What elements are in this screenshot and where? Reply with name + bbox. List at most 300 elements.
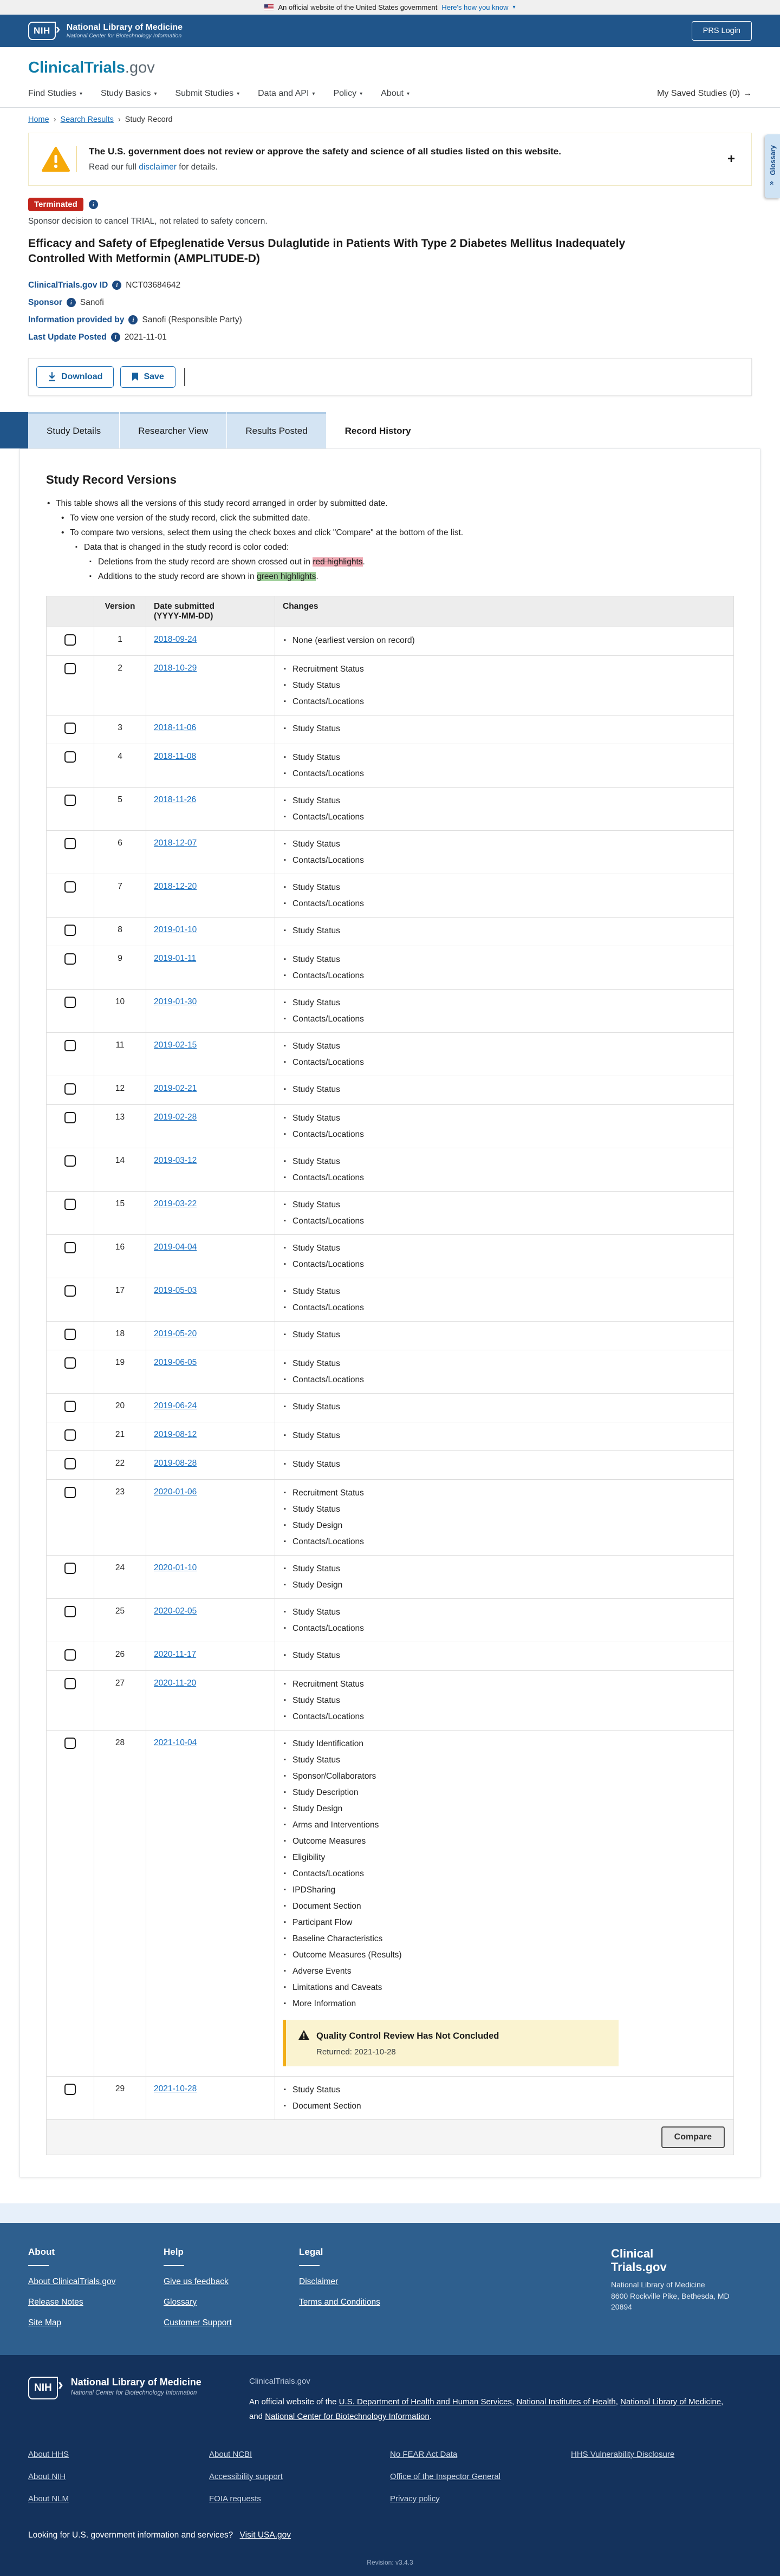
agency-link-about-nih[interactable]: About NIH: [28, 2471, 66, 2481]
version-checkbox[interactable]: [64, 795, 76, 806]
table-row: [47, 655, 734, 715]
footer-link-customer-support[interactable]: Customer Support: [164, 2318, 232, 2327]
agency-link-about-ncbi[interactable]: About NCBI: [209, 2449, 252, 2459]
saved-studies-link[interactable]: My Saved Studies (0) →: [657, 89, 752, 98]
change-item: ▪ Study Status: [283, 721, 726, 736]
info-icon[interactable]: i: [67, 298, 76, 307]
changes-cell: [275, 830, 734, 874]
date-link[interactable]: 2019-02-21: [154, 1083, 197, 1093]
official-link-national-center-for-biotechnology-inform[interactable]: National Center for Biotechnology Information: [265, 2411, 430, 2421]
footer-link-release-notes[interactable]: Release Notes: [28, 2297, 83, 2307]
agency-footer-column: [390, 2450, 571, 2516]
changes-cell: [275, 1350, 734, 1393]
footer-column-heading: Legal: [299, 2246, 323, 2257]
agency-link-about-nlm[interactable]: About NLM: [28, 2494, 69, 2503]
change-item: ▪ Study Status: [283, 750, 726, 765]
bookmark-icon: [132, 372, 139, 381]
date-cell: [146, 1350, 275, 1393]
tab-results-posted[interactable]: Results Posted: [227, 412, 326, 448]
checkbox-cell: [47, 1148, 94, 1191]
date-cell: [146, 787, 275, 830]
date-cell: [146, 1642, 275, 1670]
version-checkbox[interactable]: [64, 1458, 76, 1469]
change-item: ▪ Limitations and Caveats: [283, 1980, 726, 1995]
version-checkbox[interactable]: [64, 953, 76, 965]
version-number-cell: 7: [94, 874, 146, 917]
checkbox-cell: [47, 1479, 94, 1555]
changes-list: [283, 1457, 726, 1472]
download-button[interactable]: Download: [36, 366, 114, 388]
nav-item-find-studies[interactable]: [28, 89, 82, 99]
date-link[interactable]: 2019-01-10: [154, 925, 197, 934]
official-site-text: An official website of the United States government: [278, 3, 438, 11]
date-link[interactable]: 2019-05-03: [154, 1285, 197, 1295]
nih-logo-icon: NIH ›: [28, 22, 56, 40]
table-row: [47, 1642, 734, 1670]
version-number-cell: 19: [94, 1350, 146, 1393]
changes-cell: [275, 1670, 734, 1730]
date-link[interactable]: 2019-01-30: [154, 997, 197, 1006]
version-checkbox[interactable]: [64, 1040, 76, 1051]
changes-list: [283, 1328, 726, 1342]
change-item: ▪ Study Status: [283, 793, 726, 808]
footer-link-site-map[interactable]: Site Map: [28, 2318, 62, 2327]
nih-nlm-footer-logo[interactable]: NIH › National Library of Medicine National Center for Biotechnology Information: [28, 2377, 234, 2424]
changes-cell: [275, 1032, 734, 1076]
version-number-cell: 8: [94, 917, 146, 946]
footer-link-glossary[interactable]: Glossary: [164, 2297, 197, 2307]
changes-cell: [275, 1479, 734, 1555]
date-cell: [146, 1598, 275, 1642]
version-checkbox[interactable]: [64, 1401, 76, 1412]
date-link[interactable]: 2020-02-05: [154, 1606, 197, 1616]
arrow-right-icon: →: [743, 89, 752, 98]
ncbi-subtitle: National Center for Biotechnology Information: [66, 32, 182, 39]
record-tabs: [0, 412, 780, 448]
red-highlight-sample: red highlights: [313, 557, 363, 567]
change-item: ▪ Contacts/Locations: [283, 1214, 726, 1228]
checkbox-cell: [47, 1076, 94, 1104]
date-cell: [146, 1104, 275, 1148]
footer-address-line: 8600 Rockville Pike, Bethesda, MD: [611, 2291, 730, 2300]
version-number-cell: 9: [94, 946, 146, 989]
date-cell: [146, 1148, 275, 1191]
version-number-cell: 21: [94, 1422, 146, 1450]
checkbox-cell: [47, 1730, 94, 2076]
table-row: [47, 1730, 734, 2076]
change-item: ▪ Study Status: [283, 678, 726, 693]
nav-item-study-basics[interactable]: [101, 89, 157, 99]
meta-label: ClinicalTrials.gov ID: [28, 280, 108, 290]
date-link[interactable]: 2020-11-17: [154, 1649, 197, 1659]
changes-cell: [275, 627, 734, 655]
intro-bullet-deletions: ▪ Deletions from the study record are shown crossed out in red highlights.: [88, 557, 734, 567]
footer-column-help: [164, 2247, 299, 2328]
date-link[interactable]: 2019-08-28: [154, 1458, 197, 1468]
changes-list: [283, 1039, 726, 1070]
version-checkbox[interactable]: [64, 751, 76, 763]
version-column-header: Version: [94, 596, 146, 627]
version-number-cell: 1: [94, 627, 146, 655]
info-icon[interactable]: i: [112, 281, 121, 290]
date-cell: [146, 1234, 275, 1278]
footer-link-about-clinicaltrials-gov[interactable]: About ClinicalTrials.gov: [28, 2276, 116, 2286]
tab-record-history[interactable]: Record History: [327, 412, 430, 448]
table-row: [47, 946, 734, 989]
agency-footer-column: [209, 2450, 390, 2516]
version-checkbox[interactable]: [64, 663, 76, 674]
changes-cell: [275, 1642, 734, 1670]
date-link[interactable]: 2018-11-06: [154, 723, 197, 732]
change-item: ▪ Contacts/Locations: [283, 810, 726, 824]
date-cell: [146, 946, 275, 989]
change-item: ▪ Contacts/Locations: [283, 1621, 726, 1636]
change-item: ▪ Contacts/Locations: [283, 968, 726, 983]
changes-cell: [275, 1104, 734, 1148]
change-item: ▪ Study Identification: [283, 1736, 726, 1751]
change-item: ▪ Contacts/Locations: [283, 896, 726, 911]
change-item: ▪ Study Status: [283, 1111, 726, 1126]
changes-cell: [275, 2076, 734, 2119]
date-link[interactable]: 2019-05-20: [154, 1329, 197, 1338]
checkbox-cell: [47, 917, 94, 946]
warning-triangle-icon: [41, 146, 71, 172]
table-row: [47, 2076, 734, 2119]
gov-banner: [0, 0, 780, 15]
change-item: ▪ Study Status: [283, 1562, 726, 1576]
changes-cell: [275, 989, 734, 1032]
agency-link-hhs-vulnerability-disclosure[interactable]: HHS Vulnerability Disclosure: [571, 2449, 675, 2459]
footer-column-heading: About: [28, 2246, 55, 2257]
agency-link-privacy-policy[interactable]: Privacy policy: [390, 2494, 440, 2503]
info-icon[interactable]: i: [89, 200, 98, 209]
date-link[interactable]: 2021-10-04: [154, 1738, 197, 1747]
study-title: Efficacy and Safety of Efpeglenatide Versus Dulaglutide in Patients With Type 2 Diabetes Mellitus Inadequately Controlled With Metformin (AMPLITUDE-D): [28, 237, 626, 265]
date-link[interactable]: 2019-01-11: [154, 953, 197, 963]
changes-list: [283, 1198, 726, 1228]
date-link[interactable]: 2019-02-15: [154, 1040, 197, 1050]
version-checkbox[interactable]: [64, 1155, 76, 1167]
agency-link-about-hhs[interactable]: About HHS: [28, 2449, 69, 2459]
intro-bullet: ▪ Data that is changed in the study record is color coded:: [74, 543, 734, 552]
change-item: ▪ Study Status: [283, 952, 726, 967]
table-row: [47, 830, 734, 874]
versions-heading: Study Record Versions: [46, 472, 177, 486]
date-cell: [146, 715, 275, 744]
change-item: ▪ Contacts/Locations: [283, 1372, 726, 1387]
date-cell: [146, 1278, 275, 1321]
checkbox-cell: [47, 1393, 94, 1422]
table-row: [47, 1076, 734, 1104]
agency-link-accessibility-support[interactable]: Accessibility support: [209, 2471, 283, 2481]
nav-item-label: Study Basics: [100, 89, 151, 98]
change-item: ▪ Document Section: [283, 1899, 726, 1914]
changes-cell: [275, 946, 734, 989]
change-item: ▪ Contacts/Locations: [283, 766, 726, 781]
changes-list: [283, 1605, 726, 1636]
version-checkbox[interactable]: [64, 1199, 76, 1210]
changes-cell: [275, 1234, 734, 1278]
change-item: ▪ Contacts/Locations: [283, 853, 726, 868]
footer-link-give-us-feedback[interactable]: Give us feedback: [164, 2276, 229, 2286]
date-link[interactable]: 2020-01-06: [154, 1487, 197, 1497]
government-warning-banner: [28, 133, 752, 186]
compare-row: [46, 2120, 734, 2155]
versions-table: [46, 596, 734, 2120]
change-item: ▪ Study Status: [283, 1605, 726, 1619]
official-link-national-library-of-medicine[interactable]: National Library of Medicine: [620, 2397, 722, 2406]
version-checkbox[interactable]: [64, 1678, 76, 1689]
version-number-cell: 15: [94, 1191, 146, 1234]
study-meta-row: [28, 311, 752, 329]
change-item: ▪ Contacts/Locations: [283, 1170, 726, 1185]
change-item: ▪ Contacts/Locations: [283, 1866, 726, 1881]
nih-nlm-logo[interactable]: [28, 22, 183, 40]
changes-list: [283, 1241, 726, 1272]
change-item: ▪ Recruitment Status: [283, 1486, 726, 1500]
agency-footer: [0, 2355, 780, 2576]
intro-bullet: • To compare two versions, select them using the check boxes and click "Compare" at the bottom of the list.: [60, 528, 734, 538]
version-number-cell: 10: [94, 989, 146, 1032]
version-checkbox[interactable]: [64, 1112, 76, 1123]
nih-logo-icon: NIH ›: [28, 2377, 58, 2399]
change-item: ▪ Study Status: [283, 837, 726, 851]
date-cell: [146, 1321, 275, 1350]
breadcrumb-link-search-results[interactable]: Search Results: [60, 115, 114, 124]
version-checkbox[interactable]: [64, 634, 76, 646]
version-checkbox[interactable]: [64, 1487, 76, 1498]
version-number-cell: 27: [94, 1670, 146, 1730]
date-link[interactable]: 2019-03-12: [154, 1155, 197, 1165]
date-link[interactable]: 2020-11-20: [154, 1678, 197, 1688]
main-nav: [28, 89, 410, 99]
table-row: [47, 1393, 734, 1422]
date-link[interactable]: 2019-06-24: [154, 1401, 197, 1410]
changes-list: [283, 1428, 726, 1443]
date-link[interactable]: 2019-04-04: [154, 1242, 197, 1252]
checkbox-cell: [47, 1191, 94, 1234]
version-checkbox[interactable]: [64, 881, 76, 893]
date-link[interactable]: 2021-10-28: [154, 2084, 197, 2093]
date-link[interactable]: 2018-09-24: [154, 634, 197, 644]
changes-list: [283, 952, 726, 983]
intro-bullet: • This table shows all the versions of this study record arranged in order by submitted date.: [46, 499, 734, 509]
checkbox-cell: [47, 1321, 94, 1350]
change-item: ▪ Contacts/Locations: [283, 1055, 726, 1070]
date-link[interactable]: 2018-11-08: [154, 751, 197, 761]
checkbox-cell: [47, 1278, 94, 1321]
breadcrumb-link-home[interactable]: Home: [28, 115, 49, 124]
study-record-versions-card: [20, 448, 760, 2177]
changes-cell: [275, 1148, 734, 1191]
site-header: [0, 47, 780, 108]
change-item: ▪ Study Status: [283, 1356, 726, 1371]
nav-item-submit-studies[interactable]: [175, 89, 239, 99]
change-item: ▪ Study Status: [283, 880, 726, 895]
nav-item-policy[interactable]: [333, 89, 362, 99]
study-meta-row: [28, 294, 752, 311]
date-link[interactable]: 2019-02-28: [154, 1112, 197, 1122]
change-item: ▪ Contacts/Locations: [283, 1534, 726, 1549]
version-number-cell: 12: [94, 1076, 146, 1104]
table-row: [47, 989, 734, 1032]
version-checkbox[interactable]: [64, 1329, 76, 1340]
version-checkbox[interactable]: [64, 1357, 76, 1369]
disclaimer-link[interactable]: disclaimer: [139, 162, 177, 172]
official-link-national-institutes-of-health[interactable]: National Institutes of Health: [516, 2397, 616, 2406]
nav-item-data-and-api[interactable]: [258, 89, 315, 99]
changes-cell: [275, 1450, 734, 1479]
changes-cell: [275, 1076, 734, 1104]
chevron-down-icon: ▾: [312, 90, 315, 97]
footer-link-terms-and-conditions[interactable]: Terms and Conditions: [299, 2297, 380, 2307]
footer-link-disclaimer[interactable]: Disclaimer: [299, 2276, 339, 2286]
changes-list: [283, 633, 726, 648]
change-item: ▪ More Information: [283, 1996, 726, 2011]
save-button[interactable]: Save: [120, 366, 175, 388]
date-link[interactable]: 2018-10-29: [154, 663, 197, 673]
version-number-cell: 22: [94, 1450, 146, 1479]
change-item: ▪ Study Status: [283, 1284, 726, 1299]
version-checkbox[interactable]: [64, 1083, 76, 1095]
agency-footer-links: [28, 2450, 752, 2516]
version-checkbox[interactable]: [64, 1242, 76, 1253]
date-link[interactable]: 2018-11-26: [154, 795, 197, 804]
warning-body: Read our full disclaimer for details.: [89, 162, 218, 172]
pre-footer-band: [0, 2203, 780, 2223]
changes-list: [283, 662, 726, 709]
clinicaltrials-logo[interactable]: ClinicalTrials.gov: [28, 59, 155, 76]
table-row: [47, 744, 734, 787]
version-checkbox[interactable]: [64, 1738, 76, 1749]
nav-item-about[interactable]: [381, 89, 410, 99]
version-checkbox[interactable]: [64, 1606, 76, 1617]
changes-cell: [275, 1730, 734, 2076]
meta-label: Last Update Posted: [28, 332, 107, 342]
checkbox-cell: [47, 655, 94, 715]
changes-list: [283, 1736, 726, 2011]
date-cell: [146, 655, 275, 715]
date-link[interactable]: 2019-06-05: [154, 1357, 197, 1367]
change-item: ▪ IPDSharing: [283, 1883, 726, 1897]
checkbox-cell: [47, 1104, 94, 1148]
table-row: [47, 1191, 734, 1234]
change-item: ▪ Eligibility: [283, 1850, 726, 1865]
changes-list: [283, 1486, 726, 1549]
change-item: ▪ Study Status: [283, 1198, 726, 1212]
version-checkbox[interactable]: [64, 1285, 76, 1297]
table-row: [47, 1234, 734, 1278]
tab-researcher-view[interactable]: Researcher View: [120, 412, 226, 448]
date-link[interactable]: 2019-08-12: [154, 1429, 197, 1439]
version-checkbox[interactable]: [64, 1649, 76, 1661]
version-number-cell: 24: [94, 1555, 146, 1598]
version-checkbox[interactable]: [64, 997, 76, 1008]
info-icon[interactable]: i: [111, 333, 120, 342]
warning-title: The U.S. government does not review or approve the safety and science of all studies listed on this website.: [89, 146, 561, 157]
table-row: [47, 874, 734, 917]
change-item: ▪ Study Design: [283, 1518, 726, 1533]
official-text: .: [429, 2411, 432, 2421]
checkbox-cell: [47, 989, 94, 1032]
version-checkbox[interactable]: [64, 925, 76, 936]
version-checkbox[interactable]: [64, 838, 76, 849]
date-link[interactable]: 2018-12-07: [154, 838, 197, 848]
version-number-cell: 6: [94, 830, 146, 874]
changes-list: [283, 1082, 726, 1097]
agency-link-foia-requests[interactable]: FOIA requests: [209, 2494, 261, 2503]
change-item: ▪ Baseline Characteristics: [283, 1931, 726, 1946]
change-item: ▪ Contacts/Locations: [283, 1257, 726, 1272]
compare-button[interactable]: Compare: [661, 2126, 725, 2148]
version-checkbox[interactable]: [64, 1429, 76, 1441]
table-row: [47, 1032, 734, 1076]
plus-icon[interactable]: +: [727, 152, 735, 166]
study-meta-row: [28, 329, 752, 346]
change-item: ▪ Sponsor/Collaborators: [283, 1769, 726, 1784]
date-cell: [146, 1730, 275, 2076]
table-row: [47, 1278, 734, 1321]
agency-footer-column: [28, 2450, 209, 2516]
version-checkbox[interactable]: [64, 1563, 76, 1574]
meta-value: Sanofi: [80, 297, 104, 307]
tab-study-details[interactable]: Study Details: [28, 412, 119, 448]
date-cell: [146, 1032, 275, 1076]
agency-link-no-fear-act-data[interactable]: No FEAR Act Data: [390, 2449, 458, 2459]
change-item: ▪ Study Status: [283, 2083, 726, 2097]
chevron-down-icon: ▾: [79, 90, 82, 97]
version-number-cell: 11: [94, 1032, 146, 1076]
version-checkbox[interactable]: [64, 723, 76, 734]
study-toolbar: [28, 358, 752, 396]
official-link-u-s-department-of-health-and-human-servi[interactable]: U.S. Department of Health and Human Services: [339, 2397, 512, 2406]
date-cell: [146, 1076, 275, 1104]
qc-alert-title: Quality Control Review Has Not Concluded: [316, 2031, 499, 2041]
date-link[interactable]: 2020-01-10: [154, 1563, 197, 1572]
prs-login-button[interactable]: PRS Login: [692, 21, 752, 41]
table-row: [47, 627, 734, 655]
agency-link-office-of-the-inspector-general[interactable]: Office of the Inspector General: [390, 2471, 501, 2481]
changes-cell: [275, 787, 734, 830]
tab-strip-lead: [0, 412, 28, 448]
change-item: ▪ Study Status: [283, 1328, 726, 1342]
official-text: , and: [249, 2397, 724, 2421]
date-link[interactable]: 2018-12-20: [154, 881, 197, 891]
chevron-down-icon: ▾: [512, 4, 516, 10]
usa-gov-link[interactable]: Visit USA.gov: [239, 2530, 291, 2540]
status-note: Sponsor decision to cancel TRIAL, not related to safety concern.: [28, 217, 268, 226]
chevron-down-icon: ▾: [237, 90, 240, 97]
checkbox-cell: [47, 1032, 94, 1076]
change-item: ▪ Study Status: [283, 1154, 726, 1169]
usa-gov-row: Looking for U.S. government information and services? Visit USA.gov: [28, 2530, 291, 2540]
glossary-side-tab[interactable]: [765, 134, 780, 198]
info-icon[interactable]: i: [128, 315, 138, 324]
date-cell: [146, 917, 275, 946]
breadcrumb-current: Study Record: [125, 115, 173, 124]
version-number-cell: 20: [94, 1393, 146, 1422]
checkbox-cell: [47, 715, 94, 744]
version-checkbox[interactable]: [64, 2084, 76, 2095]
date-cell: [146, 1422, 275, 1450]
meta-label: Information provided by: [28, 315, 125, 324]
nav-item-label: Find Studies: [28, 89, 76, 98]
how-you-know-link[interactable]: Here's how you know: [441, 3, 509, 11]
change-item: ▪ Study Status: [283, 1082, 726, 1097]
checkbox-cell: [47, 744, 94, 787]
date-link[interactable]: 2019-03-22: [154, 1199, 197, 1208]
date-cell: [146, 744, 275, 787]
